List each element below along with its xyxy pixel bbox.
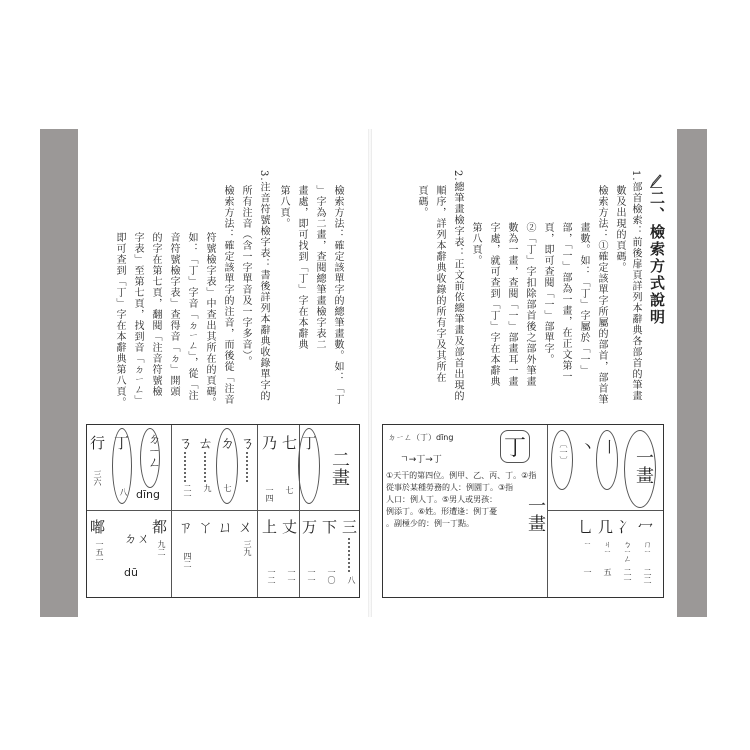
page-number: 三六 [93, 470, 102, 486]
definition-line: 從事於某種勞務的人：例園丁。③指 [386, 483, 514, 492]
text-column: 畫處，即可找到「丁」字在本辭典 [296, 185, 307, 350]
index-char: 丁 [114, 434, 130, 452]
index-char: ㄉ [220, 434, 236, 452]
page-number: 八 [347, 576, 356, 584]
index-char: ㄗ [178, 518, 194, 536]
index-char: 丈 [282, 518, 298, 536]
headword-pronunciation: ㄉㄧㄥ（丁）dīng [388, 433, 454, 442]
zhuyin-label: ㄇㄧ [643, 540, 652, 555]
left-page-edge-tab [40, 129, 78, 617]
pinyin-label: dū [124, 566, 138, 579]
right-page-edge-tab [677, 129, 707, 617]
stroke-order: ㄱ→丁→丁 [400, 455, 442, 465]
index-char: 行 [90, 434, 106, 452]
text-column: 1.部首檢索：前後扉頁詳列本辭典各部首的筆畫 [630, 170, 641, 402]
index-char: ㄋ [178, 434, 194, 452]
text-column: 頁碼。 [416, 185, 427, 218]
index-char: 嘟 [90, 518, 106, 536]
page-number: 二一 [183, 484, 192, 500]
page-number: 一一 [307, 568, 316, 584]
index-char: ㄨ [238, 518, 254, 536]
text-column: 2.總筆畫檢字表：正文前依總筆畫及部首出現的 [452, 170, 463, 402]
zhuyin-label: ㄉㄧㄥ [145, 432, 160, 469]
zhuyin-label: ㄐㄧ [603, 540, 612, 555]
page-number: 一五一 [95, 540, 104, 564]
text-column: 」字為二畫，查閱總筆畫檢字表二 [314, 185, 325, 350]
dot-guide [348, 538, 352, 572]
page-number: 九 [203, 484, 212, 492]
page-number: 三九 [243, 540, 252, 556]
page-number: 九二 [157, 540, 166, 556]
sample-stroke-heading: 一畫 [525, 496, 546, 532]
highlight-oval [140, 428, 160, 488]
index-char: 七 [282, 434, 298, 452]
text-column: 檢索方法：確定該單字的注音，而後從「注音 [222, 185, 233, 405]
index-char: 下 [322, 518, 338, 536]
page-number: 一〇 [327, 568, 336, 584]
radical-char: 乚 [578, 518, 594, 536]
definition-line: ①天干的第四位。例甲、乙、丙、丁。②指 [386, 471, 537, 480]
headword-char: 丁 [500, 430, 530, 463]
page-number: 二二 [643, 568, 652, 584]
pinyin-label: dīng [136, 488, 160, 501]
dot-guide [204, 452, 208, 482]
stroke-heading: 二畫 [329, 450, 350, 486]
radical-char: 冫 [618, 518, 634, 536]
page-number: 八 [119, 488, 128, 496]
radical-char: 冖 [638, 518, 654, 536]
highlight-oval [216, 428, 238, 504]
definition-line: 。副極少的：例一丁點。 [386, 519, 474, 528]
index-char: ㄚ [198, 518, 214, 536]
page-number: 二一 [623, 568, 632, 584]
highlight-oval [624, 430, 656, 508]
page-number: 一一 [287, 568, 296, 584]
highlight-oval [596, 430, 618, 490]
text-column: 3.注音符號檢字表：書後詳列本辭典收錄單字的 [258, 170, 269, 402]
page-number: 七 [285, 486, 294, 494]
text-column: 字處，就可查到「丁」字在本辭典 [488, 222, 499, 387]
text-column: 檢索方法：①確定該單字所屬的部首，部首筆 [596, 185, 607, 405]
index-char: 乃 [262, 434, 278, 452]
dot-guide [184, 452, 188, 482]
text-column: 數為一畫，查閱「一」部畫耳一畫 [506, 222, 517, 387]
index-char: 三 [342, 518, 358, 536]
zhuyin-label: ㄉㄨ [124, 532, 151, 547]
page-number: 五 [603, 568, 612, 576]
zhuyin-label: ㄅㄧㄥ [623, 540, 632, 563]
page-number: 一二 [267, 568, 276, 584]
definition-line: 人口：例人丁。⑤男人或男孩： [386, 495, 498, 504]
book-spine [368, 129, 372, 617]
index-char: ㄊ [198, 434, 214, 452]
text-column: 檢索方法：確定該單字的總筆畫數。如：「丁 [332, 185, 343, 405]
text-column: 順序，詳列本辭典收錄的所有字及其所在 [434, 185, 445, 383]
pencil-icon [650, 174, 662, 188]
highlight-oval [298, 428, 320, 504]
text-column: ②「丁」字扣除部首後之部外筆畫 [524, 222, 535, 387]
highlight-oval [551, 430, 573, 490]
dot-guide [246, 452, 250, 482]
radical-char: 丶 [580, 438, 596, 456]
text-column: 頁，即可查閱「一」部單字。 [542, 222, 553, 365]
index-char: 上 [262, 518, 278, 536]
page-number: 一四 [265, 486, 274, 502]
text-column: 第八頁。 [470, 222, 481, 266]
text-column: 音符號檢字表」查得音「ㄉ」開頭 [168, 232, 179, 397]
radical-label: 〔一〕 [559, 440, 568, 464]
definition-line: 例添丁。⑥姓。形遭逢：例丁憂 [386, 507, 498, 516]
page-number: 七 [223, 484, 232, 492]
index-char: ㄩ [218, 518, 234, 536]
text-column: 即可查到「丁」字在本辭典第八頁。 [114, 232, 125, 408]
index-char: 万 [302, 518, 318, 536]
radical-char: 几 [598, 518, 614, 536]
index-char: 丁 [302, 434, 318, 452]
index-char: 都 [152, 518, 168, 536]
text-column: 字表」至第七頁，找到音「ㄉㄧㄥ」 [132, 232, 143, 406]
page-number: 四二 [183, 552, 192, 568]
index-char: ㄋ [240, 434, 256, 452]
text-column: 所有注音（含一字單音及一字多音）。 [240, 185, 251, 367]
text-column: 畫數。如：「丁」字屬於「一」 [578, 222, 589, 376]
page-number: 一 [583, 568, 592, 576]
radical-char: 丨 [602, 438, 618, 456]
text-column: 如：「丁」字音「ㄉㄧㄥ」，從「注 [186, 232, 197, 401]
zhuyin-label: ㄧ [583, 540, 592, 547]
text-column: 部，「一」部為一畫，在正文第一 [560, 222, 571, 382]
section-title: 二、檢索方式說明 [648, 190, 666, 326]
text-column: 數及出現的頁碼。 [614, 185, 625, 273]
text-column: 的字在第七頁，翻閱「注音符號檢 [150, 232, 161, 397]
text-column: 第八頁。 [278, 185, 289, 229]
text-column: 符號檢字表」中查出其所在的頁碼。 [204, 232, 215, 408]
stroke-heading: 一畫 [633, 448, 654, 484]
